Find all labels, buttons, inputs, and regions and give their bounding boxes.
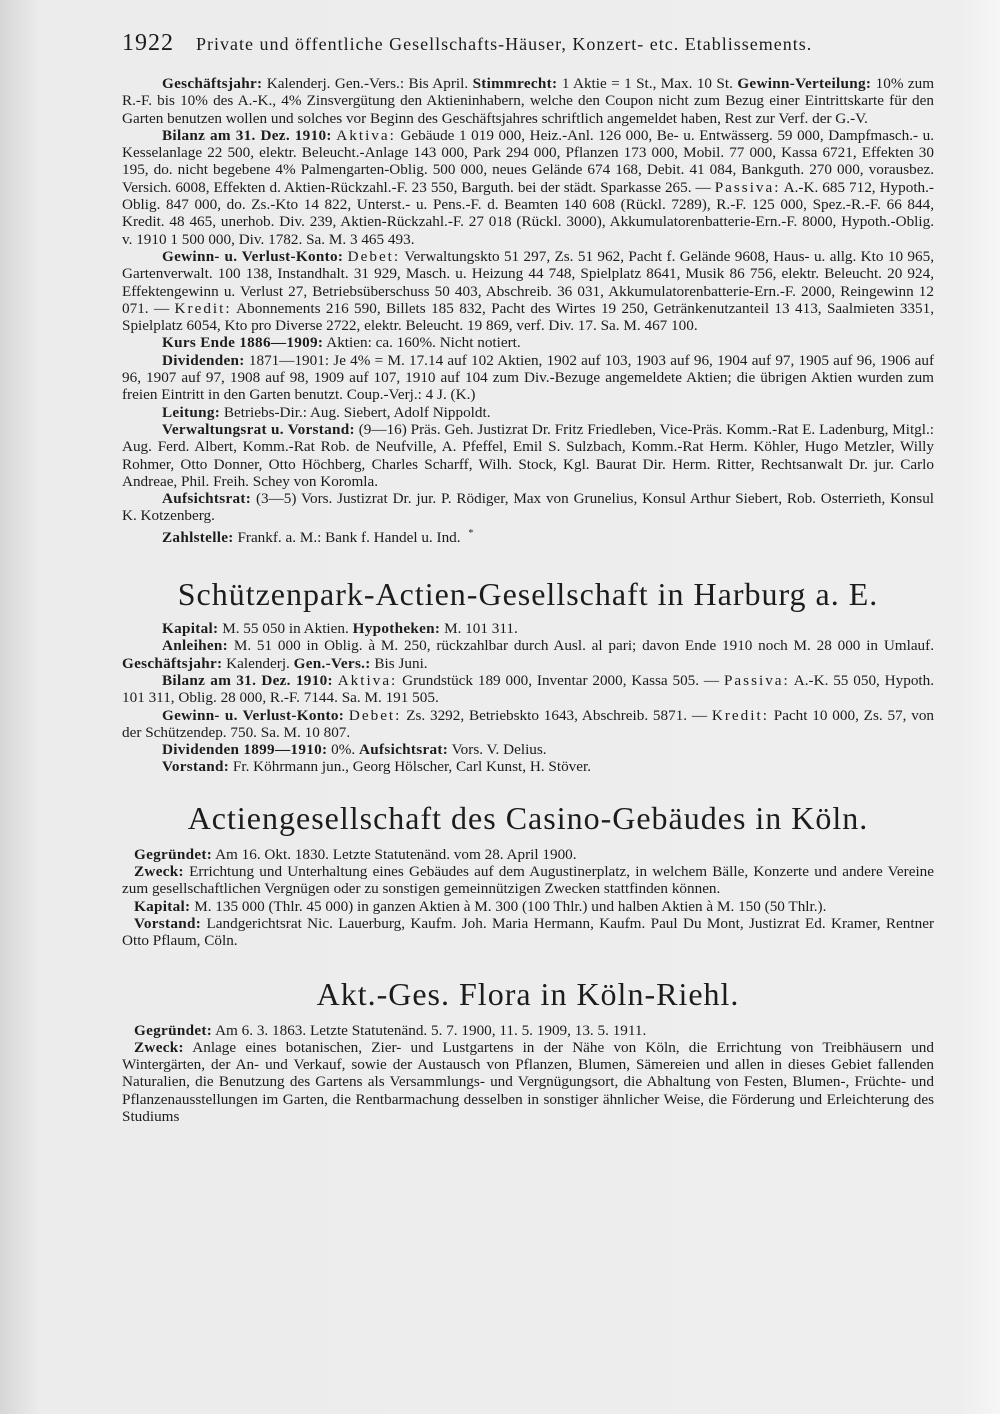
text-aktiva: Gebäude 1 019 000, Heiz.-Anl. 126 000, Be- u. Entwässerg. 59 000, Dampfmasch.- u. Kesselanlage 22 500, elektr. Beleucht.-Anlage 143 000, Park 294 000, Pflanzen 173 000, Mobil. 77 000, Kassa 6721, Effekten 30 195, do. nicht begebene 4% Palmengarten-Oblig. 500 000, neues Gelände 674 168, Debit. 41 084, Bankguth. 270 000, vorausbez. Versich. 6008, Effekten d. Aktien-Rückzahl.-F. 23 550, Barguth. bei der städt. Sparkasse 265. — xyxy=(122,126,935,196)
label-vorstand: Vorstand: xyxy=(162,758,230,776)
text-gegruendet: Am 16. Okt. 1830. Letzte Statutenänd. vom 28. April 1900. xyxy=(215,845,577,863)
page-number: 1922 xyxy=(122,30,174,56)
label-bilanz: Bilanz am 31. Dez. 1910: xyxy=(162,671,333,689)
text-dividenden: 1871—1901: Je 4% = M. 17.14 auf 102 Aktien, 1902 auf 103, 1903 auf 96, 1904 auf 97, 1905 auf 96, 1906 auf 96, 1907 auf 97, 1908 auf 98, 1909 auf 107, 1910 auf 104 zum Div.-Bezuge angemeldete Aktien; die übrigen Aktien wurden zum freien Eintritt in den Garten benutzt. Coup.-Verj.: 4 J. (K.) xyxy=(122,351,935,404)
gewinn-verlust-paragraph xyxy=(122,248,934,334)
kurs-paragraph xyxy=(122,334,934,351)
label-aktiva: Aktiva: xyxy=(337,671,398,689)
zahlstelle-paragraph xyxy=(122,525,934,546)
general-info-paragraph xyxy=(122,75,934,127)
text-aufsichtsrat: Vors. V. Delius. xyxy=(451,741,547,759)
text-debet: Zs. 3292, Betriebskto 1643, Abschreib. 5871. — xyxy=(406,706,708,724)
text-dividenden: 0%. xyxy=(331,741,356,759)
text-aufsichtsrat: (3—5) Vors. Justizrat Dr. jur. P. Rödiger, Max von Grunelius, Konsul Arthur Siebert, Rob. Osterrieth, Konsul K. Kotzenberg. xyxy=(122,490,935,525)
company-title-flora: Akt.-Ges. Flora in Köln-Riehl. xyxy=(316,975,740,1012)
text-debet: Verwaltungskto 51 297, Zs. 51 962, Pacht f. Gelände 9608, Haus- u. allg. Kto 10 965, Gartenverwalt. 100 138, Instandhalt. 31 929, Masch. u. Heizung 44 748, Spielplatz 8641, Musik 86 756, elektr. Beleucht. 20 924, Effektengewinn u. Verlust 27, Betriebsüberschuss 50 403, Abschreib. 36 031, Akkumulatorenbatterie-Ern.-F. 2000, Reingewinn 12 071. — xyxy=(122,247,934,317)
text-kurs: Aktien: ca. 160%. Nicht notiert. xyxy=(326,334,521,352)
dividenden-paragraph xyxy=(122,352,934,404)
company-title-schuetzenpark: Schützenpark-Actien-Gesellschaft in Harburg a. E. xyxy=(177,576,879,613)
text-vorstand: Landgerichtsrat Nic. Lauerburg, Kaufm. Joh. Maria Hermann, Kaufm. Paul Du Mont, Justizrat Ed. Kramer, Rentner Otto Pflaum, Cöln. xyxy=(122,914,934,950)
label-zahlstelle: Zahlstelle: xyxy=(162,528,234,546)
label-bilanz: Bilanz am 31. Dez. 1910: xyxy=(162,126,332,144)
text-aktiva: Grundstück 189 000, Inventar 2000, Kassa 505. — xyxy=(402,671,720,689)
kapital-paragraph xyxy=(122,620,934,637)
label-kapital: Kapital: xyxy=(162,620,219,638)
zweck-paragraph xyxy=(122,1039,934,1125)
text-zweck: Anlage eines botanischen, Zier- und Lustgartens in der Nähe von Köln, die Errichtung von Treibhäusern und Wintergärten, der An- und Verkauf, sowie der Austausch von Pflanzen, Blumen, Sämereien und allen in dieses Gebiet fallenden Naturalien, die Benutzung des Gartens als Versammlungs- und Vergnügungsort, die Abhaltung von Festen, Blumen-, Früchte- und Pflanzenausstellungen im Garten, die Rentbarmachung desselben in sonstiger ähnlicher Weise, die Förderung und Erleichterung des Studiums xyxy=(122,1038,934,1126)
label-zweck: Zweck: xyxy=(134,1038,184,1056)
label-passiva: Passiva: xyxy=(714,178,781,196)
company-title-casino: Actiengesellschaft des Casino-Gebäudes in Köln. xyxy=(187,799,869,836)
text-gegruendet: Am 6. 3. 1863. Letzte Statutenänd. 5. 7. 1900, 11. 5. 1909, 13. 5. 1911. xyxy=(215,1021,647,1039)
label-debet: Debet: xyxy=(348,706,402,724)
label-stimmrecht: Stimmrecht: xyxy=(472,75,558,92)
label-gegruendet: Gegründet: xyxy=(134,845,213,863)
label-aufsichtsrat: Aufsichtsrat: xyxy=(162,490,252,508)
label-vorstand: Vorstand: xyxy=(134,914,202,932)
label-aktiva: Aktiva: xyxy=(336,126,396,144)
label-gewinn-verlust: Gewinn- u. Verlust-Konto: xyxy=(162,706,345,724)
label-kapital: Kapital: xyxy=(134,897,191,915)
page-header xyxy=(122,30,934,57)
label-kurs: Kurs Ende 1886—1909: xyxy=(162,334,324,352)
text-kredit: Pacht 10 000, Zs. 57, von der Schützendep. 750. Sa. M. 10 807. xyxy=(122,706,935,741)
vorstand-paragraph xyxy=(122,758,934,775)
dividenden-paragraph xyxy=(122,741,934,758)
label-kredit: Kredit: xyxy=(174,299,232,317)
label-leitung: Leitung: xyxy=(162,403,221,421)
text-kapital: M. 55 050 in Aktien. xyxy=(222,620,349,638)
gewinn-verlust-paragraph xyxy=(122,707,934,742)
text-kapital: M. 135 000 (Thlr. 45 000) in ganzen Aktien à M. 300 (100 Thlr.) und halben Aktien à M. 150 (50 Thlr.). xyxy=(194,897,827,915)
label-dividenden: Dividenden: xyxy=(162,351,245,369)
entry-flora xyxy=(122,1022,934,1126)
text-geschaeftsjahr: Kalenderj. Gen.-Vers.: Bis April. xyxy=(266,75,469,92)
label-dividenden: Dividenden 1899—1910: xyxy=(162,741,328,759)
verwaltungsrat-paragraph xyxy=(122,421,934,490)
label-gegruendet: Gegründet: xyxy=(134,1021,213,1039)
label-geschaeftsjahr: Geschäftsjahr: xyxy=(122,654,223,672)
label-gewinn-verlust: Gewinn- u. Verlust-Konto: xyxy=(162,247,344,265)
aufsichtsrat-paragraph xyxy=(122,490,934,525)
gegruendet-paragraph xyxy=(122,846,934,863)
vorstand-paragraph xyxy=(122,915,934,950)
label-anleihen: Anleihen: xyxy=(162,637,228,655)
text-vorstand: Fr. Köhrmann jun., Georg Hölscher, Carl Kunst, H. Stöver. xyxy=(232,758,592,776)
text-zweck: Errichtung und Unterhaltung eines Gebäudes auf dem Augustinerplatz, in welchem Bälle, Konzerte und andere Vereine zum gesellschaftlichen Vergnügen oder zu sonstigen gemeinnützigen Zwecken stattfinden können. xyxy=(122,863,934,898)
running-title: Private und öffentliche Gesellschafts-Häuser, Konzert- etc. Etablissements. xyxy=(196,34,813,54)
label-debet: Debet: xyxy=(347,247,401,265)
label-passiva: Passiva: xyxy=(723,671,790,689)
text-leitung: Betriebs-Dir.: Aug. Siebert, Adolf Nippoldt. xyxy=(223,403,491,421)
label-hypotheken: Hypotheken: xyxy=(352,620,441,638)
text-kredit: Abonnements 216 590, Billets 185 832, Pacht des Wirtes 19 250, Getränkenutzanteil 13 413, Saalmieten 3351, Spielplatz 6054, Kto pro Diverse 2722, elektr. Beleucht. 19 869, verf. Div. 17. Sa. M. 467 100. xyxy=(122,299,935,335)
asterisk-mark: * xyxy=(468,527,474,539)
anleihen-paragraph xyxy=(122,637,934,672)
text-geschaeftsjahr: Kalenderj. xyxy=(226,654,290,672)
entry-casino xyxy=(122,846,934,950)
text-zahlstelle: Frankf. a. M.: Bank f. Handel u. Ind. xyxy=(237,528,461,546)
label-zweck: Zweck: xyxy=(134,863,184,881)
label-verwaltungsrat: Verwaltungsrat u. Vorstand: xyxy=(162,420,355,438)
text-passiva: A.-K. 685 712, Hypoth.-Oblig. 847 000, do. Zs.-Kto 14 822, Unterst.- u. Pens.-F. d. Beamten 140 608 (Rückl. 7289), R.-F. 125 000, Spez.-R.-F. 66 844, Kredit. 48 465, unerhob. Div. 239, Aktien-Rückzahl.-F. 27 018 (Rückl. 3000), Akkumulatorenbatterie-Ern.-F. 8000, Hypoth.-Oblig. v. 1910 1 500 000, Div. 1782. Sa. M. 3 465 493. xyxy=(122,178,934,248)
text-passiva: A.-K. 55 050, Hypoth. 101 311, Oblig. 28 000, R.-F. 7144. Sa. M. 191 505. xyxy=(122,671,935,707)
bilanz-paragraph xyxy=(122,127,934,248)
label-gen-vers: Gen.-Vers.: xyxy=(293,654,371,672)
text-verwaltungsrat: (9—16) Präs. Geh. Justizrat Dr. Fritz Friedleben, Vice-Präs. Komm.-Rat E. Ladenburg, Mitgl.: Aug. Ferd. Albert, Komm.-Rat Rob. de Neufville, A. Pfeffel, Emil S. Sulzbach, Komm.-Rat Herm. Köhler, Hugo Metzler, Willy Rohmer, Otto Donner, Otto Höchberg, Charles Scharff, Wilh. Stock, Kgl. Baurat Dir. Herm. Ritter, Rechtsanwalt Dr. jur. Carlo Andreae, Phil. Freih. Schey von Koromla. xyxy=(122,420,935,490)
label-gewinn-verteilung: Gewinn-Verteilung: xyxy=(737,75,872,92)
label-geschaeftsjahr: Geschäftsjahr: xyxy=(162,75,263,92)
label-kredit: Kredit: xyxy=(711,706,769,724)
label-aufsichtsrat: Aufsichtsrat: xyxy=(359,741,449,759)
entry-schuetzenpark xyxy=(122,620,934,776)
leitung-paragraph xyxy=(122,404,934,421)
text-stimmrecht: 1 Aktie = 1 St., Max. 10 St. xyxy=(561,75,733,92)
gegruendet-paragraph xyxy=(122,1022,934,1039)
zweck-paragraph xyxy=(122,863,934,898)
entry-continued xyxy=(122,75,934,546)
text-hypotheken: M. 101 311. xyxy=(444,620,518,638)
text-anleihen: M. 51 000 in Oblig. à M. 250, rückzahlbar durch Ausl. al pari; davon Ende 1910 noch M. 28 000 in Umlauf. xyxy=(233,637,935,655)
kapital-paragraph xyxy=(122,898,934,915)
text-gewinn-verteilung: 10% zum R.-F. bis 10% des A.-K., 4% Zinsvergütung den Aktieninhabern, welche den Coupon nicht zum Bezug einer Eintrittskarte für den Garten benutzen wollen und solches vor Beginn des Geschäftsjahres schriftlich angemeldet haben, Rest zur Verf. der G.-V. xyxy=(122,75,935,127)
bilanz-paragraph xyxy=(122,672,934,707)
text-gen-vers: Bis Juni. xyxy=(374,654,428,672)
